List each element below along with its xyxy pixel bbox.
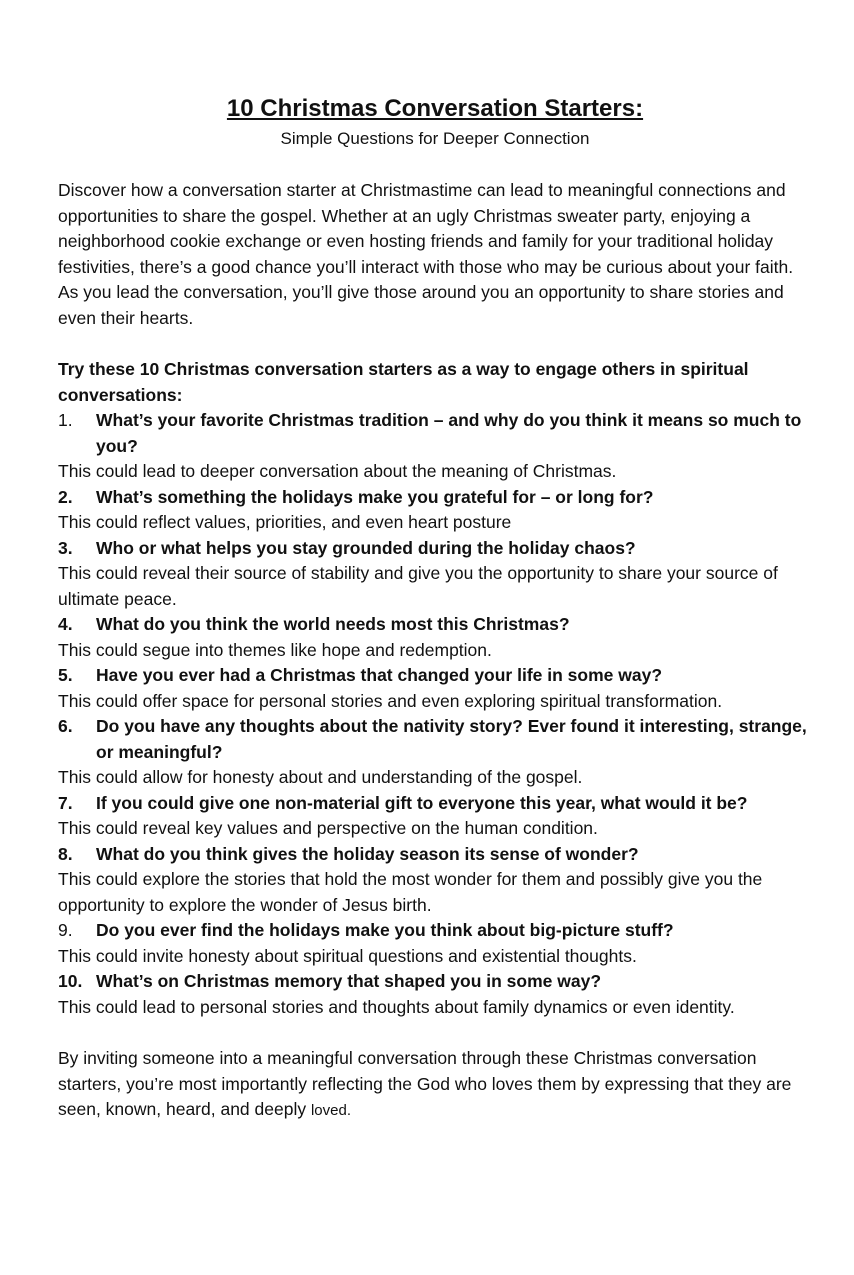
question-number: 8. [58,843,73,864]
closing-paragraph [58,1046,812,1124]
question-text: What’s on Christmas memory that shaped you in some way? [96,971,602,991]
list-item [58,663,812,714]
page-subtitle: Simple Questions for Deeper Connection [280,129,590,148]
question [58,791,812,817]
question-number: 9. [58,920,73,940]
question [58,536,812,562]
question [58,485,812,511]
question-number: 2. [58,486,73,507]
answer-text: This could offer space for personal stories and even exploring spiritual transformation. [58,690,723,711]
answer-text: This could explore the stories that hold the most wonder for them and possibly give you the opportunity to explore the wonder of Jesus birth. [58,869,763,915]
list-item [58,918,812,969]
question [58,842,812,868]
list-lead: Try these 10 Christmas conversation starters as a way to engage others in spiritual conversations: [58,359,749,405]
question-number: 1. [58,410,73,430]
question [58,408,812,459]
answer-text: This could segue into themes like hope and redemption. [58,639,492,660]
closing-text: By inviting someone into a meaningful conversation through these Christmas conversation starters, you’re most importantly reflecting the God who loves them by expressing that they are seen, known, heard, and deeply [58,1048,792,1119]
question-text: Do you have any thoughts about the nativity story? Ever found it interesting, strange, or meaningful? [96,716,807,762]
question-number: 3. [58,537,73,558]
answer-text: This could reflect values, priorities, and even heart posture [58,512,512,532]
question [58,612,812,638]
intro-paragraph: Discover how a conversation starter at Christmastime can lead to meaningful connections and opportunities to share the gospel. Whether at an ugly Christmas sweater party, enjoying a neighborhood cookie exchange or even hosting friends and family for your traditional holiday festivities, there’s a good chance you’ll interact with those who may be curious about your faith. As you lead the conversation, you’ll give those around you an opportunity to share stories and even their hearts. [58,180,794,328]
list-item [58,612,812,663]
answer-text: This could invite honesty about spiritual questions and existential thoughts. [58,945,637,966]
question-number: 7. [58,792,73,813]
list-item [58,969,812,1020]
answer-text: This could allow for honesty about and understanding of the gospel. [58,767,583,787]
question-text: If you could give one non-material gift to everyone this year, what would it be? [96,792,748,813]
list-item [58,791,812,842]
answer-text: This could lead to deeper conversation about the meaning of Christmas. [58,461,617,481]
question [58,714,812,765]
question [58,969,812,995]
question [58,663,812,689]
question-number: 4. [58,614,73,634]
closing-end-word: loved. [310,1102,351,1119]
document-page [58,94,812,1124]
question-text: What do you think gives the holiday season its sense of wonder? [96,843,639,864]
question-text: What’s something the holidays make you grateful for – or long for? [96,486,654,507]
answer-text: This could reveal key values and perspective on the human condition. [58,818,598,838]
answer-text: This could reveal their source of stability and give you the opportunity to share your source of ultimate peace. [58,563,778,609]
page-title: 10 Christmas Conversation Starters: [226,95,644,122]
question-number: 10. [58,971,83,991]
answer-text: This could lead to personal stories and thoughts about family dynamics or even identity. [58,996,735,1017]
list-item [58,536,812,613]
question-text: Do you ever find the holidays make you think about big-picture stuff? [96,920,674,940]
list-item [58,714,812,791]
question-text: What’s your favorite Christmas tradition – and why do you think it means so much to you? [96,410,802,456]
question-text: What do you think the world needs most this Christmas? [96,614,570,634]
list-item [58,842,812,919]
question-number: 6. [58,716,73,736]
question-number: 5. [58,665,73,685]
list-item [58,408,812,485]
starter-list [58,408,812,1020]
question-text: Who or what helps you stay grounded during the holiday chaos? [96,537,636,558]
question [58,918,812,944]
list-item [58,485,812,536]
question-text: Have you ever had a Christmas that changed your life in some way? [96,665,663,685]
